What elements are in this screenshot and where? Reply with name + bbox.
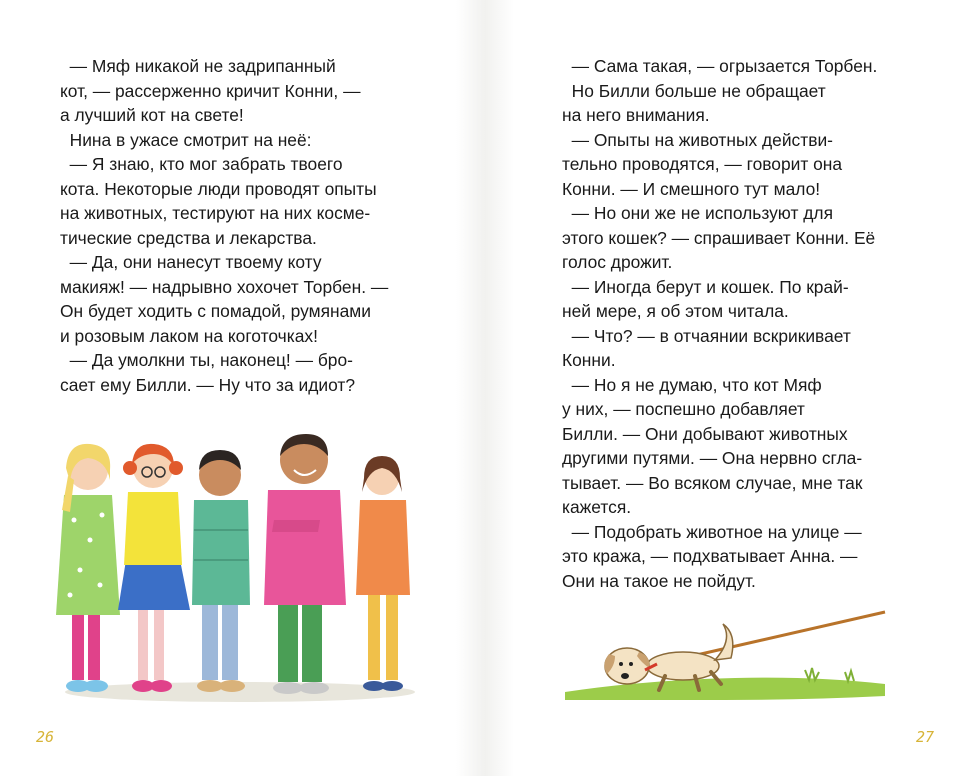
text-line: — Да умолкни ты, наконец! — бро- — [60, 350, 353, 370]
text-line: Но Билли больше не обращает — [562, 80, 826, 101]
dog-on-leash-illustration — [565, 600, 895, 710]
text-line: это кража, — подхватывает Анна. — — [562, 546, 858, 566]
page-number-left: 26 — [36, 728, 55, 746]
girl-blonde-figure — [56, 444, 120, 692]
text-line: Билли. — Они добывают животных — [562, 423, 848, 444]
text-line: тывает. — Во всяком случае, мне так — [562, 472, 863, 493]
text-line: у них, — поспешно добавляет — [562, 399, 805, 419]
text-line: Нина в ужасе смотрит на неё: — [60, 129, 312, 150]
text-line: — Да, они нанесут твоему коту — [60, 252, 322, 272]
text-line: — Но я не думаю, что кот Мяф — [562, 374, 822, 395]
left-page-text — [60, 54, 405, 397]
text-line: на него внимания. — [562, 105, 710, 125]
text-line: — Сама такая, — огрызается Торбен. — [562, 56, 878, 76]
text-line: — Я знаю, кто мог забрать твоего — [60, 154, 343, 174]
text-line: Конни. — И смешного тут мало! — [562, 178, 821, 199]
text-line: — Мяф никакой не задрипанный — [60, 56, 336, 76]
text-line: а лучший кот на свете! — [60, 105, 244, 125]
text-line: на животных, тестируют на них космe- — [60, 203, 371, 223]
text-line: ней мере, я об этом читала. — [562, 301, 789, 321]
boy-pink-shirt-figure — [264, 434, 346, 694]
girl-orange-top-figure — [356, 456, 410, 691]
text-line: Он будет ходить с помадой, румянами — [60, 301, 371, 321]
text-line: — Подобрать животное на улице — — [562, 521, 862, 542]
children-illustration — [50, 420, 430, 710]
text-line: Они на такое не пойдут. — [562, 570, 756, 591]
text-line: кота. Некоторые люди проводят опыты — [60, 178, 377, 199]
text-line: макияж! — надрывно хохочет Торбен. — — [60, 276, 389, 297]
text-line: — Что? — в отчаянии вскрикивает — [562, 325, 851, 346]
text-line: этого кошек? — спрашивает Конни. Её — [562, 227, 876, 248]
text-line: другими путями. — Она нервно сгла- — [562, 448, 863, 468]
text-line: сает ему Билли. — Ну что за идиот? — [60, 374, 356, 395]
boy-green-sweater-figure — [192, 450, 250, 692]
text-line: тические средства и лекарства. — [60, 227, 317, 248]
text-line: кот, — рассерженно кричит Конни, — — [60, 80, 361, 101]
page-number-right: 27 — [915, 728, 934, 746]
text-line: и розовым лаком на коготочках! — [60, 325, 318, 346]
right-page-text — [562, 54, 900, 593]
text-line: — Опыты на животных действи- — [562, 129, 833, 150]
text-line: Конни. — [562, 350, 616, 370]
text-line: — Но они же не используют для — [562, 203, 833, 223]
text-line: голос дрожит. — [562, 252, 673, 272]
text-line: — Иногда берут и кошек. По край- — [562, 276, 849, 297]
text-line: кажется. — [562, 497, 632, 517]
text-line: тельно проводятся, — говорит она — [562, 154, 843, 174]
girl-redhead-figure — [118, 444, 190, 692]
